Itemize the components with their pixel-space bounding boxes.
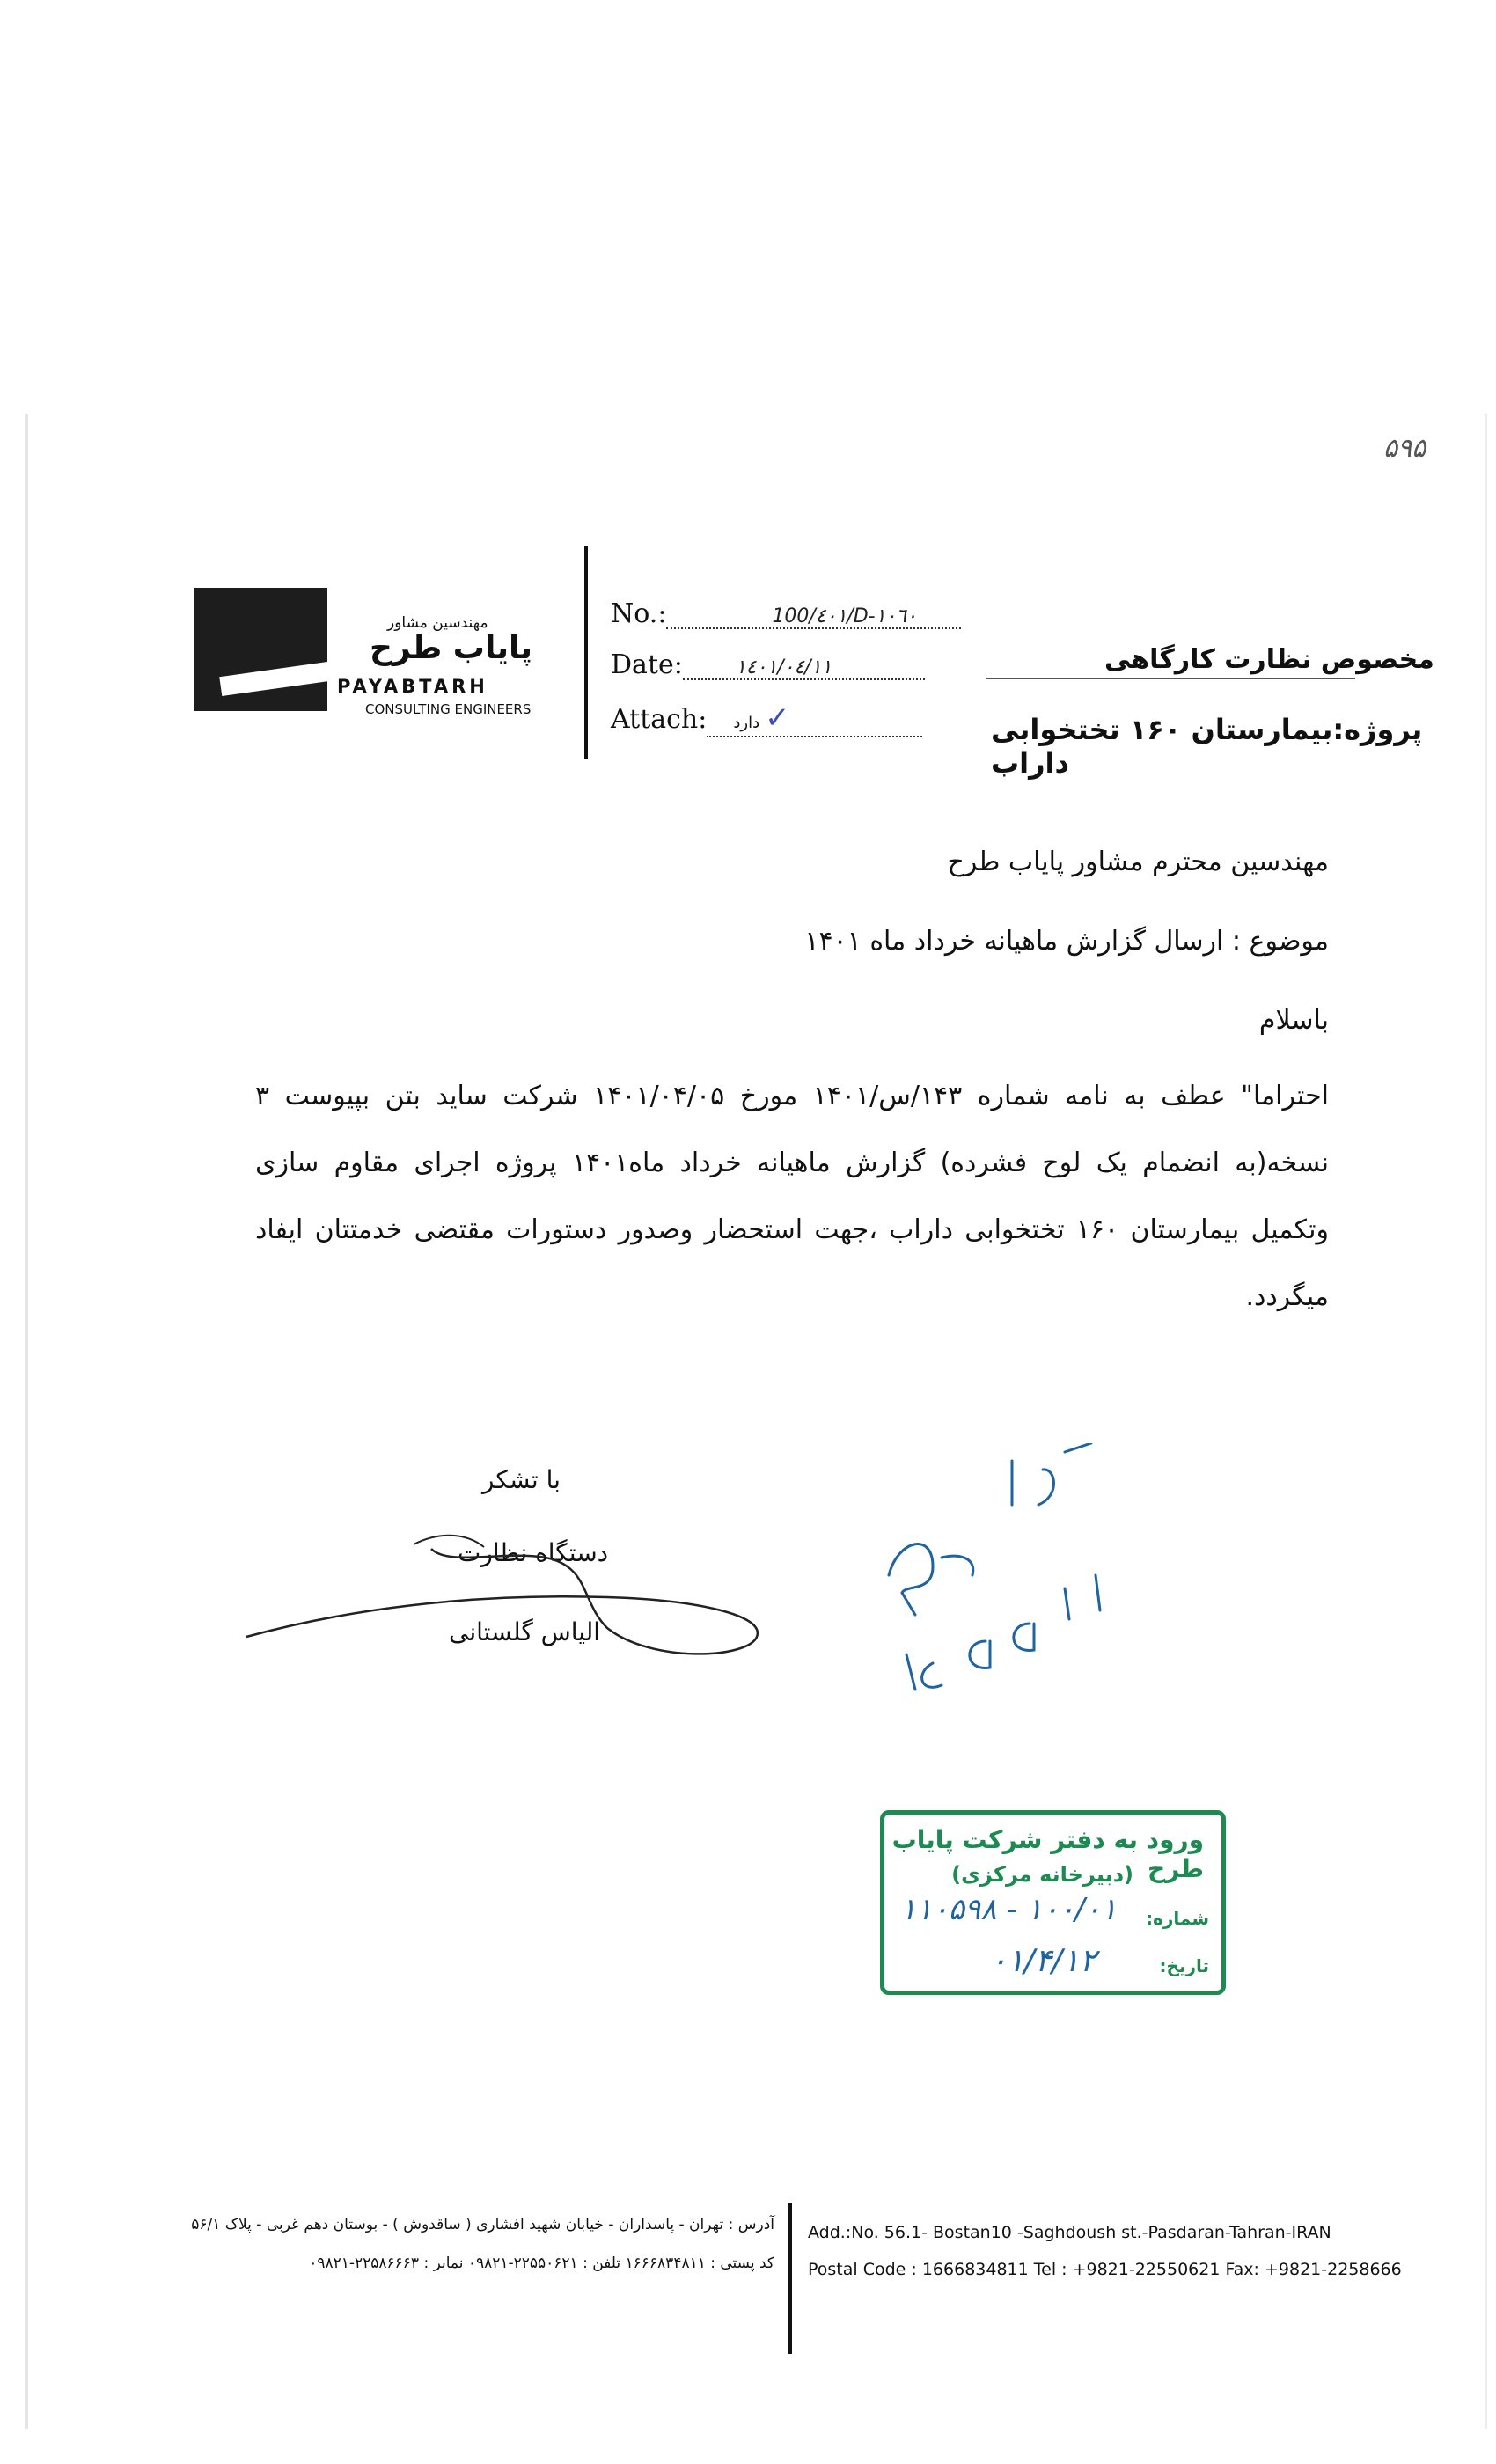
letter-attach-field bbox=[611, 700, 922, 737]
paper-edge-left bbox=[25, 414, 28, 2429]
footer-address-fa: آدرس : تهران - پاسداران - خیابان شهید افشاری ( ساقدوش ) - بوستان دهم غربی - پلاک ۵۶/۱ bbox=[191, 2216, 774, 2233]
closing-thanks: با تشکر bbox=[482, 1465, 561, 1494]
signer-name: الیاس گلستانی bbox=[449, 1617, 601, 1646]
sender-organization: دستگاه نظارت bbox=[458, 1538, 609, 1567]
stamp-title: ورود به دفتر شرکت پایاب طرح bbox=[891, 1825, 1204, 1883]
subject-line: موضوع : ارسال گزارش ماهیانه خرداد ماه ۱۴۰۱ bbox=[804, 926, 1329, 957]
letter-number-field bbox=[611, 598, 961, 629]
letter-date-value: ١٤٠١/٠٤/١١ bbox=[683, 656, 925, 680]
footer-divider bbox=[788, 2203, 792, 2354]
letter-body: احتراما" عطف به نامه شماره ۱۴۳/س/۱۴۰۱ مورخ ۱۴۰۱/۰۴/۰۵ شرکت ساید بتن بپیوست ۳ نسخه(به انضمام یک لوح فشرده) گزارش ماهیانه خرداد ماه۱۴۰۱ پروژه اجرای مقاوم سازی وتکمیل بیمارستان ۱۶۰ تختخوابی داراب ،جهت استحضار وصدور دستورات مقتضی خدمتتان ایفاد میگردد. bbox=[255, 1081, 1330, 1312]
received-stamp bbox=[880, 1810, 1226, 1995]
footer-contact-en: Postal Code : 1666834811 Tel : +9821-22550621 Fax: +9821-2258666 bbox=[808, 2260, 1402, 2279]
project-title: پروژه:بیمارستان ۱۶۰ تختخوابی داراب bbox=[991, 713, 1423, 780]
footer-contact-fa: کد پستی : ۱۶۶۶۸۳۴۸۱۱ تلفن : ۲۲۵۵۰۶۲۱-۰۹۸۲۱ نمابر : ۲۲۵۸۶۶۶۳-۰۹۸۲۱ bbox=[309, 2255, 774, 2272]
letter-attach-value-wrap bbox=[707, 700, 922, 737]
supervision-underline bbox=[986, 678, 1355, 679]
footer-address-en: Add.:No. 56.1- Bostan10 -Saghdoush st.-Pasdaran-Tahran-IRAN bbox=[808, 2223, 1331, 2242]
header-divider bbox=[584, 546, 588, 759]
letter-date-field bbox=[611, 649, 925, 680]
logo-subtitle-fa: مهندسین مشاور bbox=[387, 614, 488, 632]
stamp-number-value: ۱۰۰/۰۱ - ۱۱۰۵۹۸ bbox=[900, 1892, 1118, 1927]
handwritten-annotation bbox=[880, 1443, 1109, 1698]
letter-number-label: No.: bbox=[611, 598, 667, 629]
letter-number-value: 100/٤٠١/D-١٠٦٠ bbox=[666, 605, 961, 629]
stamp-number-label: شماره: bbox=[1146, 1908, 1209, 1929]
checkmark-icon: ✓ bbox=[765, 700, 790, 736]
stamp-date-value: ۰۱/۴/۱۲ bbox=[990, 1943, 1096, 1979]
letter-attach-value: دارد bbox=[733, 714, 760, 732]
supervision-heading: مخصوص نظارت کارگاهی bbox=[1104, 644, 1434, 675]
logo-name-fa: پایاب طرح bbox=[370, 630, 533, 666]
letter-date-label: Date: bbox=[611, 649, 683, 680]
logo-subtitle-en: CONSULTING ENGINEERS bbox=[365, 701, 532, 717]
logo-name-en: PAYABTARH bbox=[337, 676, 488, 697]
stamp-subtitle: (دبیرخانه مرکزی) bbox=[951, 1862, 1133, 1887]
addressee: مهندسین محترم مشاور پایاب طرح bbox=[947, 847, 1329, 877]
greeting: باسلام bbox=[1258, 1005, 1329, 1036]
handwritten-signature bbox=[238, 1496, 783, 1690]
company-logo bbox=[194, 588, 334, 711]
stamp-date-label: تاریخ: bbox=[1159, 1955, 1209, 1976]
letter-attach-label: Attach: bbox=[611, 704, 708, 735]
page-number: ۵۹۵ bbox=[1383, 433, 1426, 464]
